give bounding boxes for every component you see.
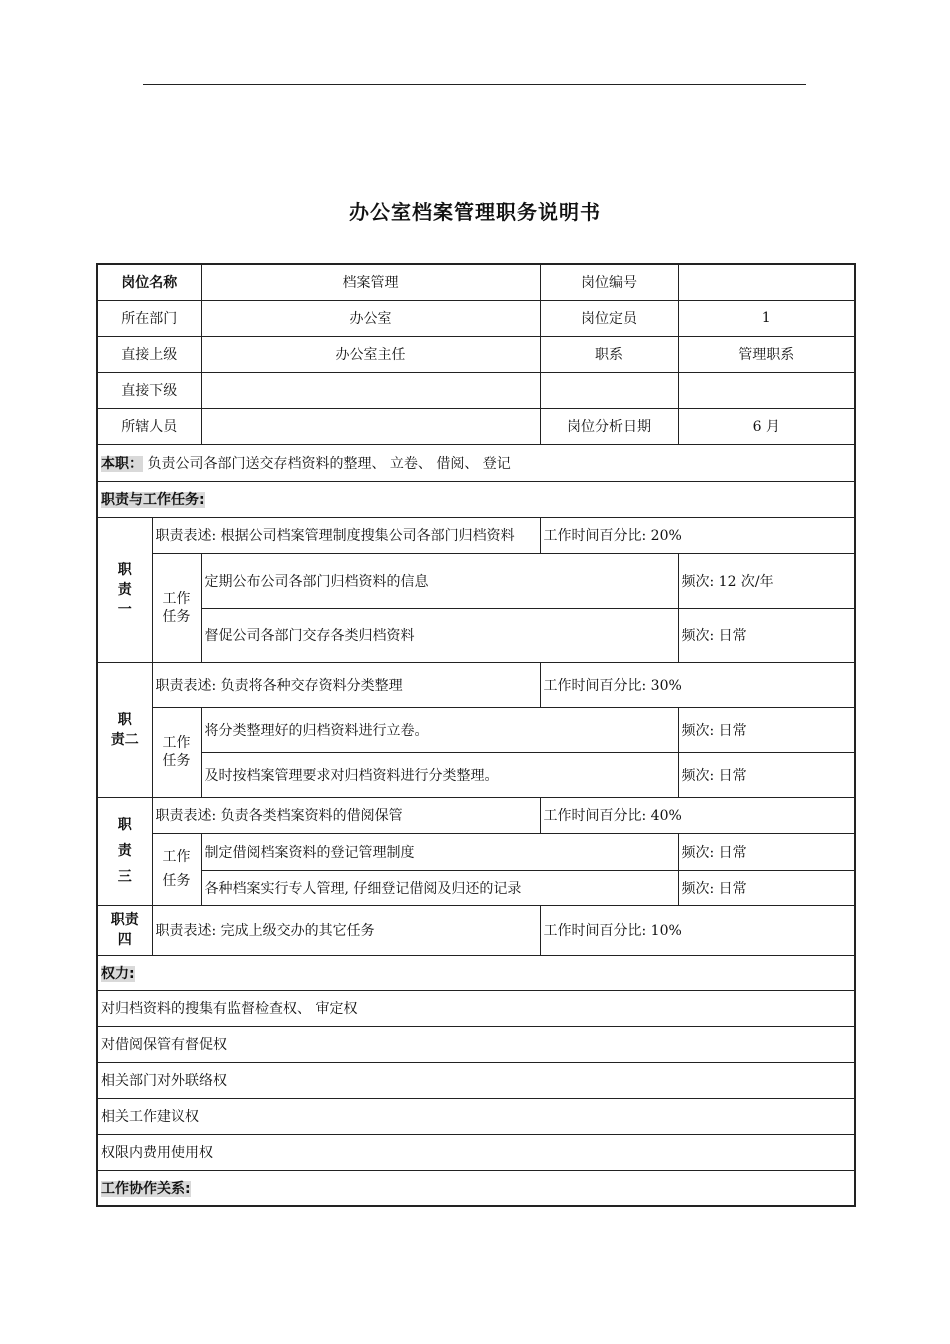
duty-2-desc: 职责表述: 负责将各种交存资料分类整理 [152,662,540,707]
benzhi-cell [97,444,855,481]
duty-1-desc: 职责表述: 根据公司档案管理制度搜集公司各部门归档资料 [152,517,540,553]
label-job-family: 职系 [540,336,678,372]
duty-3-label: 职 责 三 [97,797,152,905]
duty-4-row [97,905,855,955]
duty-2-task-1-freq: 频次: 日常 [678,707,855,752]
value-post-name: 档案管理 [201,264,540,300]
empty-cell [540,372,678,408]
duty-3-task-label: 工作 任务 [152,833,201,905]
duty-1-task-1-row [97,553,855,608]
label-headcount: 岗位定员 [540,300,678,336]
label-analysis-date: 岗位分析日期 [540,408,678,444]
basic-row-2 [97,300,855,336]
label-post-name: 岗位名称 [97,264,201,300]
duty-1-task-2-freq: 频次: 日常 [678,608,855,662]
duty-2-task-2-row [97,752,855,797]
duty-3-task-1-row [97,833,855,870]
duty-3-desc: 职责表述: 负责各类档案资料的借阅保管 [152,797,540,833]
value-superior: 办公室主任 [201,336,540,372]
duty-2-pct: 工作时间百分比: 30% [540,662,855,707]
power-row-2 [97,1026,855,1062]
basic-row-1 [97,264,855,300]
power-row-3 [97,1062,855,1098]
value-analysis-date: 6 月 [678,408,855,444]
duty-3-task-2-freq: 频次: 日常 [678,870,855,905]
power-header: 权力: [101,965,135,982]
header-rule [143,84,806,85]
duties-header-row [97,481,855,517]
duty-2-label: 职 责二 [97,662,152,797]
relation-header-row [97,1170,855,1206]
value-staff [201,408,540,444]
relation-header: 工作协作关系: [101,1180,191,1197]
duty-2-task-1-row [97,707,855,752]
power-row-1 [97,990,855,1026]
value-department: 办公室 [201,300,540,336]
basic-row-5 [97,408,855,444]
power-item: 对借阅保管有督促权 [97,1026,855,1062]
power-header-cell [97,955,855,990]
empty-cell [678,372,855,408]
job-description-table [96,263,856,1207]
duty-3-pct: 工作时间百分比: 40% [540,797,855,833]
value-job-family: 管理职系 [678,336,855,372]
duty-2-task-1: 将分类整理好的归档资料进行立卷。 [201,707,678,752]
duty-4-label: 职责 四 [97,905,152,955]
duty-4-desc: 职责表述: 完成上级交办的其它任务 [152,905,540,955]
power-header-row [97,955,855,990]
benzhi-row [97,444,855,481]
duty-2-task-2-freq: 频次: 日常 [678,752,855,797]
label-staff: 所辖人员 [97,408,201,444]
relation-header-cell [97,1170,855,1206]
value-subordinate [201,372,540,408]
duty-3-task-1-freq: 频次: 日常 [678,833,855,870]
page-title: 办公室档案管理职务说明书 [349,200,601,224]
label-subordinate: 直接下级 [97,372,201,408]
duty-1-label: 职 责 一 [97,517,152,662]
duty-1-task-1-freq: 频次: 12 次/年 [678,553,855,608]
value-post-number [678,264,855,300]
benzhi-text: 负责公司各部门送交存档资料的整理、 立卷、 借阅、 登记 [147,455,511,472]
duty-1-pct: 工作时间百分比: 20% [540,517,855,553]
duty-3-desc-row [97,797,855,833]
power-item: 权限内费用使用权 [97,1134,855,1170]
basic-row-3 [97,336,855,372]
power-row-5 [97,1134,855,1170]
power-row-4 [97,1098,855,1134]
duty-2-desc-row [97,662,855,707]
label-superior: 直接上级 [97,336,201,372]
value-headcount: 1 [678,300,855,336]
duties-header-cell [97,481,855,517]
duty-1-task-2-row [97,608,855,662]
duty-1-desc-row [97,517,855,553]
power-item: 相关工作建议权 [97,1098,855,1134]
power-item: 相关部门对外联络权 [97,1062,855,1098]
duty-4-pct: 工作时间百分比: 10% [540,905,855,955]
duty-2-task-label: 工作 任务 [152,707,201,797]
duty-2-task-2: 及时按档案管理要求对归档资料进行分类整理。 [201,752,678,797]
label-post-number: 岗位编号 [540,264,678,300]
power-item: 对归档资料的搜集有监督检查权、 审定权 [97,990,855,1026]
label-department: 所在部门 [97,300,201,336]
duty-1-task-2: 督促公司各部门交存各类归档资料 [201,608,678,662]
duty-1-task-1: 定期公布公司各部门归档资料的信息 [201,553,678,608]
duty-3-task-2: 各种档案实行专人管理, 仔细登记借阅及归还的记录 [201,870,678,905]
duty-1-task-label: 工作 任务 [152,553,201,662]
duties-header: 职责与工作任务: [101,492,205,508]
duty-3-task-1: 制定借阅档案资料的登记管理制度 [201,833,678,870]
basic-row-4 [97,372,855,408]
benzhi-label: 本职： [101,455,143,472]
duty-3-task-2-row [97,870,855,905]
